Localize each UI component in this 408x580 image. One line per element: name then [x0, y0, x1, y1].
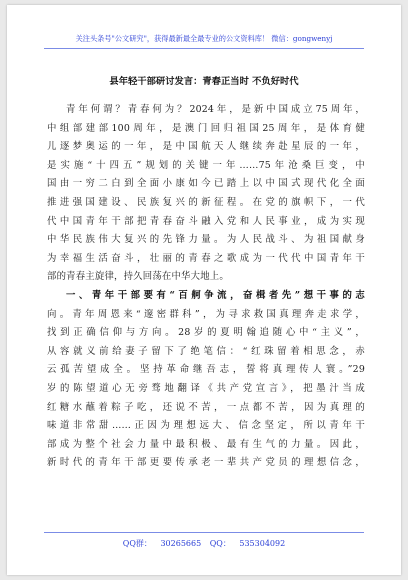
document-page: [7, 5, 401, 575]
paragraph-line: 岁的陈望道心无旁骛地翻译《共产党宣言》，把墨汁当成: [47, 382, 365, 394]
paragraph-line: 部的青春主旋律，持久回荡在中华大地上。: [47, 271, 229, 283]
page-header: 关注头条号"公文研究"，获得最新最全最专业的公文资料库！ 微信：gongwenyj: [75, 34, 333, 43]
paragraph-line: 中组部建部100周年，是澳门回归祖国25周年，是体育健: [47, 122, 365, 134]
paragraph-line: 青年何谓？青春何为？2024年，是新中国成立75周年，: [66, 104, 365, 115]
section-heading: 一、青年干部要有“百舸争流，奋楫者先”想干事的志: [66, 289, 365, 301]
footer-divider: [44, 532, 364, 533]
paragraph-line: 找到正确信仰与方向。28岁的夏明翰追随心中“主义”，: [47, 327, 365, 339]
paragraph-line: 国由一穷二白到全面小康如今已踏上以中国式现代化全面: [47, 178, 365, 190]
page-footer: QQ群： 30265665 QQ： 535304092: [122, 539, 286, 548]
paragraph-line: 向。青年周恩来“邃密群科”，为寻求救国真理奔走求学，: [47, 308, 365, 320]
paragraph-line: 是实施“十四五”规划的关键一年……75年沧桑巨变，中: [47, 159, 365, 171]
header-divider: [44, 48, 364, 49]
paragraph-line: 红糖水蘸着粽子吃，还说不苦，一点都不苦，因为真理的: [47, 401, 365, 413]
paragraph-line: 为幸福生活奋斗，壮丽的青春之歌成为一代代中国青年干: [47, 252, 365, 264]
paragraph-line: 新时代的青年干部更要传承老一辈共产党员的理想信念，: [47, 457, 365, 469]
paragraph-line: 云孤苦望成全。坚持革命继吾志，誓将真理传人寰。”29: [47, 364, 365, 376]
paragraph-line: 中华民族伟大复兴的先锋力量。为人民战斗、为祖国献身: [47, 234, 365, 246]
paragraph-line: 部成为整个社会力量中最积极、最有生气的力量。因此，: [47, 438, 365, 450]
document-title: 县年轻干部研讨发言：青春正当时 不负好时代: [109, 76, 299, 87]
paragraph-line: 味道非常甜……正因为理想远大、信念坚定，所以青年干: [47, 420, 365, 432]
document-body: [47, 101, 365, 473]
paragraph-line: 从容就义前给妻子留下了绝笔信：“红珠留着相思念，赤: [47, 345, 365, 357]
paragraph-line: 儿逐梦奥运的一年，是中国航天人继续奔赴星辰的一年，: [47, 141, 365, 153]
paragraph-line: 推进强国建设、民族复兴的新征程。在党的旗帜下，一代: [47, 196, 365, 208]
paragraph-line: 代中国青年干部把青春奋斗融入党和人民事业，成为实现: [47, 215, 365, 227]
